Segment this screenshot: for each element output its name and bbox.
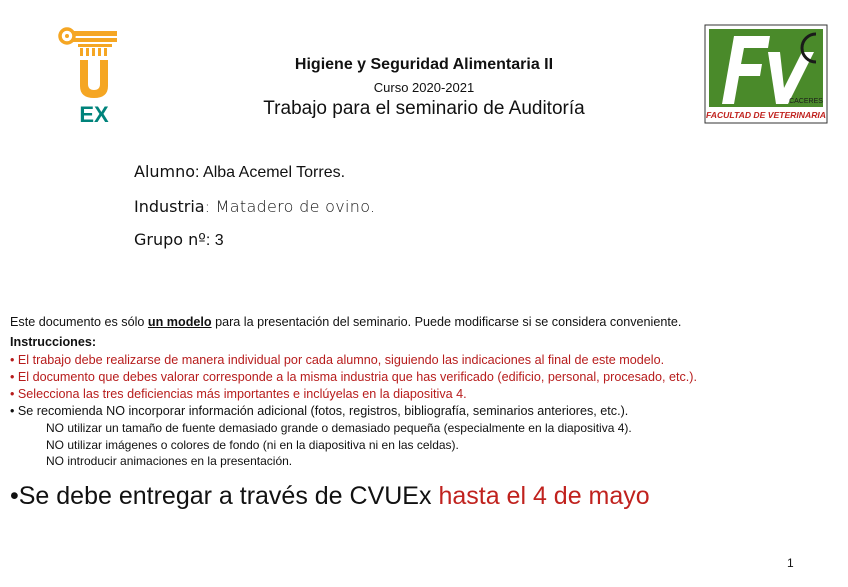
- industry-row: [134, 197, 375, 217]
- intro-paragraph: [10, 315, 681, 329]
- delivery-deadline: hasta el 4 de mayo: [438, 482, 650, 510]
- course-title: Higiene y Seguridad Alimentaria II: [294, 56, 554, 73]
- svg-text:FACULTAD DE VETERINARIA: FACULTAD DE VETERINARIA: [706, 110, 826, 120]
- group-value: : 3: [205, 232, 224, 249]
- student-name-row: [134, 162, 345, 182]
- instruction-sub-item: NO utilizar imágenes o colores de fondo (ni en la diapositiva ni en las celdas).: [46, 438, 459, 452]
- svg-text:EX: EX: [79, 102, 109, 124]
- intro-after: para la presentación del seminario. Puede modificarse si se considera conveniente.: [211, 315, 682, 329]
- intro-emphasis: un modelo: [147, 315, 212, 329]
- student-value: : Alba Acemel Torres.: [195, 164, 346, 181]
- delivery-notice: [10, 482, 650, 511]
- document-subtitle: Trabajo para el seminario de Auditoría: [263, 98, 585, 119]
- svg-text:CACERES: CACERES: [789, 98, 823, 105]
- u-letter-icon: [80, 60, 108, 98]
- instructions-heading: Instrucciones:: [10, 335, 97, 349]
- instruction-sub-item: NO utilizar un tamaño de fuente demasiado grande o demasiado pequeña (especialmente en la diapositiva 4).: [46, 421, 632, 435]
- group-row: [134, 230, 224, 250]
- uex-logo: [58, 24, 122, 124]
- instruction-item: • El trabajo debe realizarse de manera individual por cada alumno, siguiendo las indicaciones al final de este modelo.: [10, 353, 665, 367]
- student-label: Alumno: [134, 162, 196, 181]
- industry-value: : Matadero de ovino.: [204, 197, 376, 216]
- column-capital-icon: [60, 29, 117, 56]
- instruction-item: • El documento que debes valorar corresponde a la misma industria que has verificado (edificio, personal, procesado, etc.).: [10, 370, 697, 384]
- industry-label: Industria: [134, 197, 205, 216]
- instruction-item: • Selecciona las tres deficiencias más importantes e inclúyelas en la diapositiva 4.: [10, 387, 467, 401]
- academic-year: Curso 2020-2021: [373, 80, 475, 95]
- facultad-veterinaria-logo: [704, 24, 828, 124]
- instruction-item: • Se recomienda NO incorporar información adicional (fotos, registros, bibliografía, seminarios anteriores, etc.).: [10, 404, 629, 418]
- delivery-text: •Se debe entregar a través de CVUEx: [10, 482, 439, 510]
- instruction-sub-item: NO introducir animaciones en la presentación.: [46, 454, 293, 468]
- group-label: Grupo nº: [134, 230, 206, 249]
- intro-before: Este documento es sólo: [10, 315, 148, 329]
- page-number: 1: [787, 556, 794, 570]
